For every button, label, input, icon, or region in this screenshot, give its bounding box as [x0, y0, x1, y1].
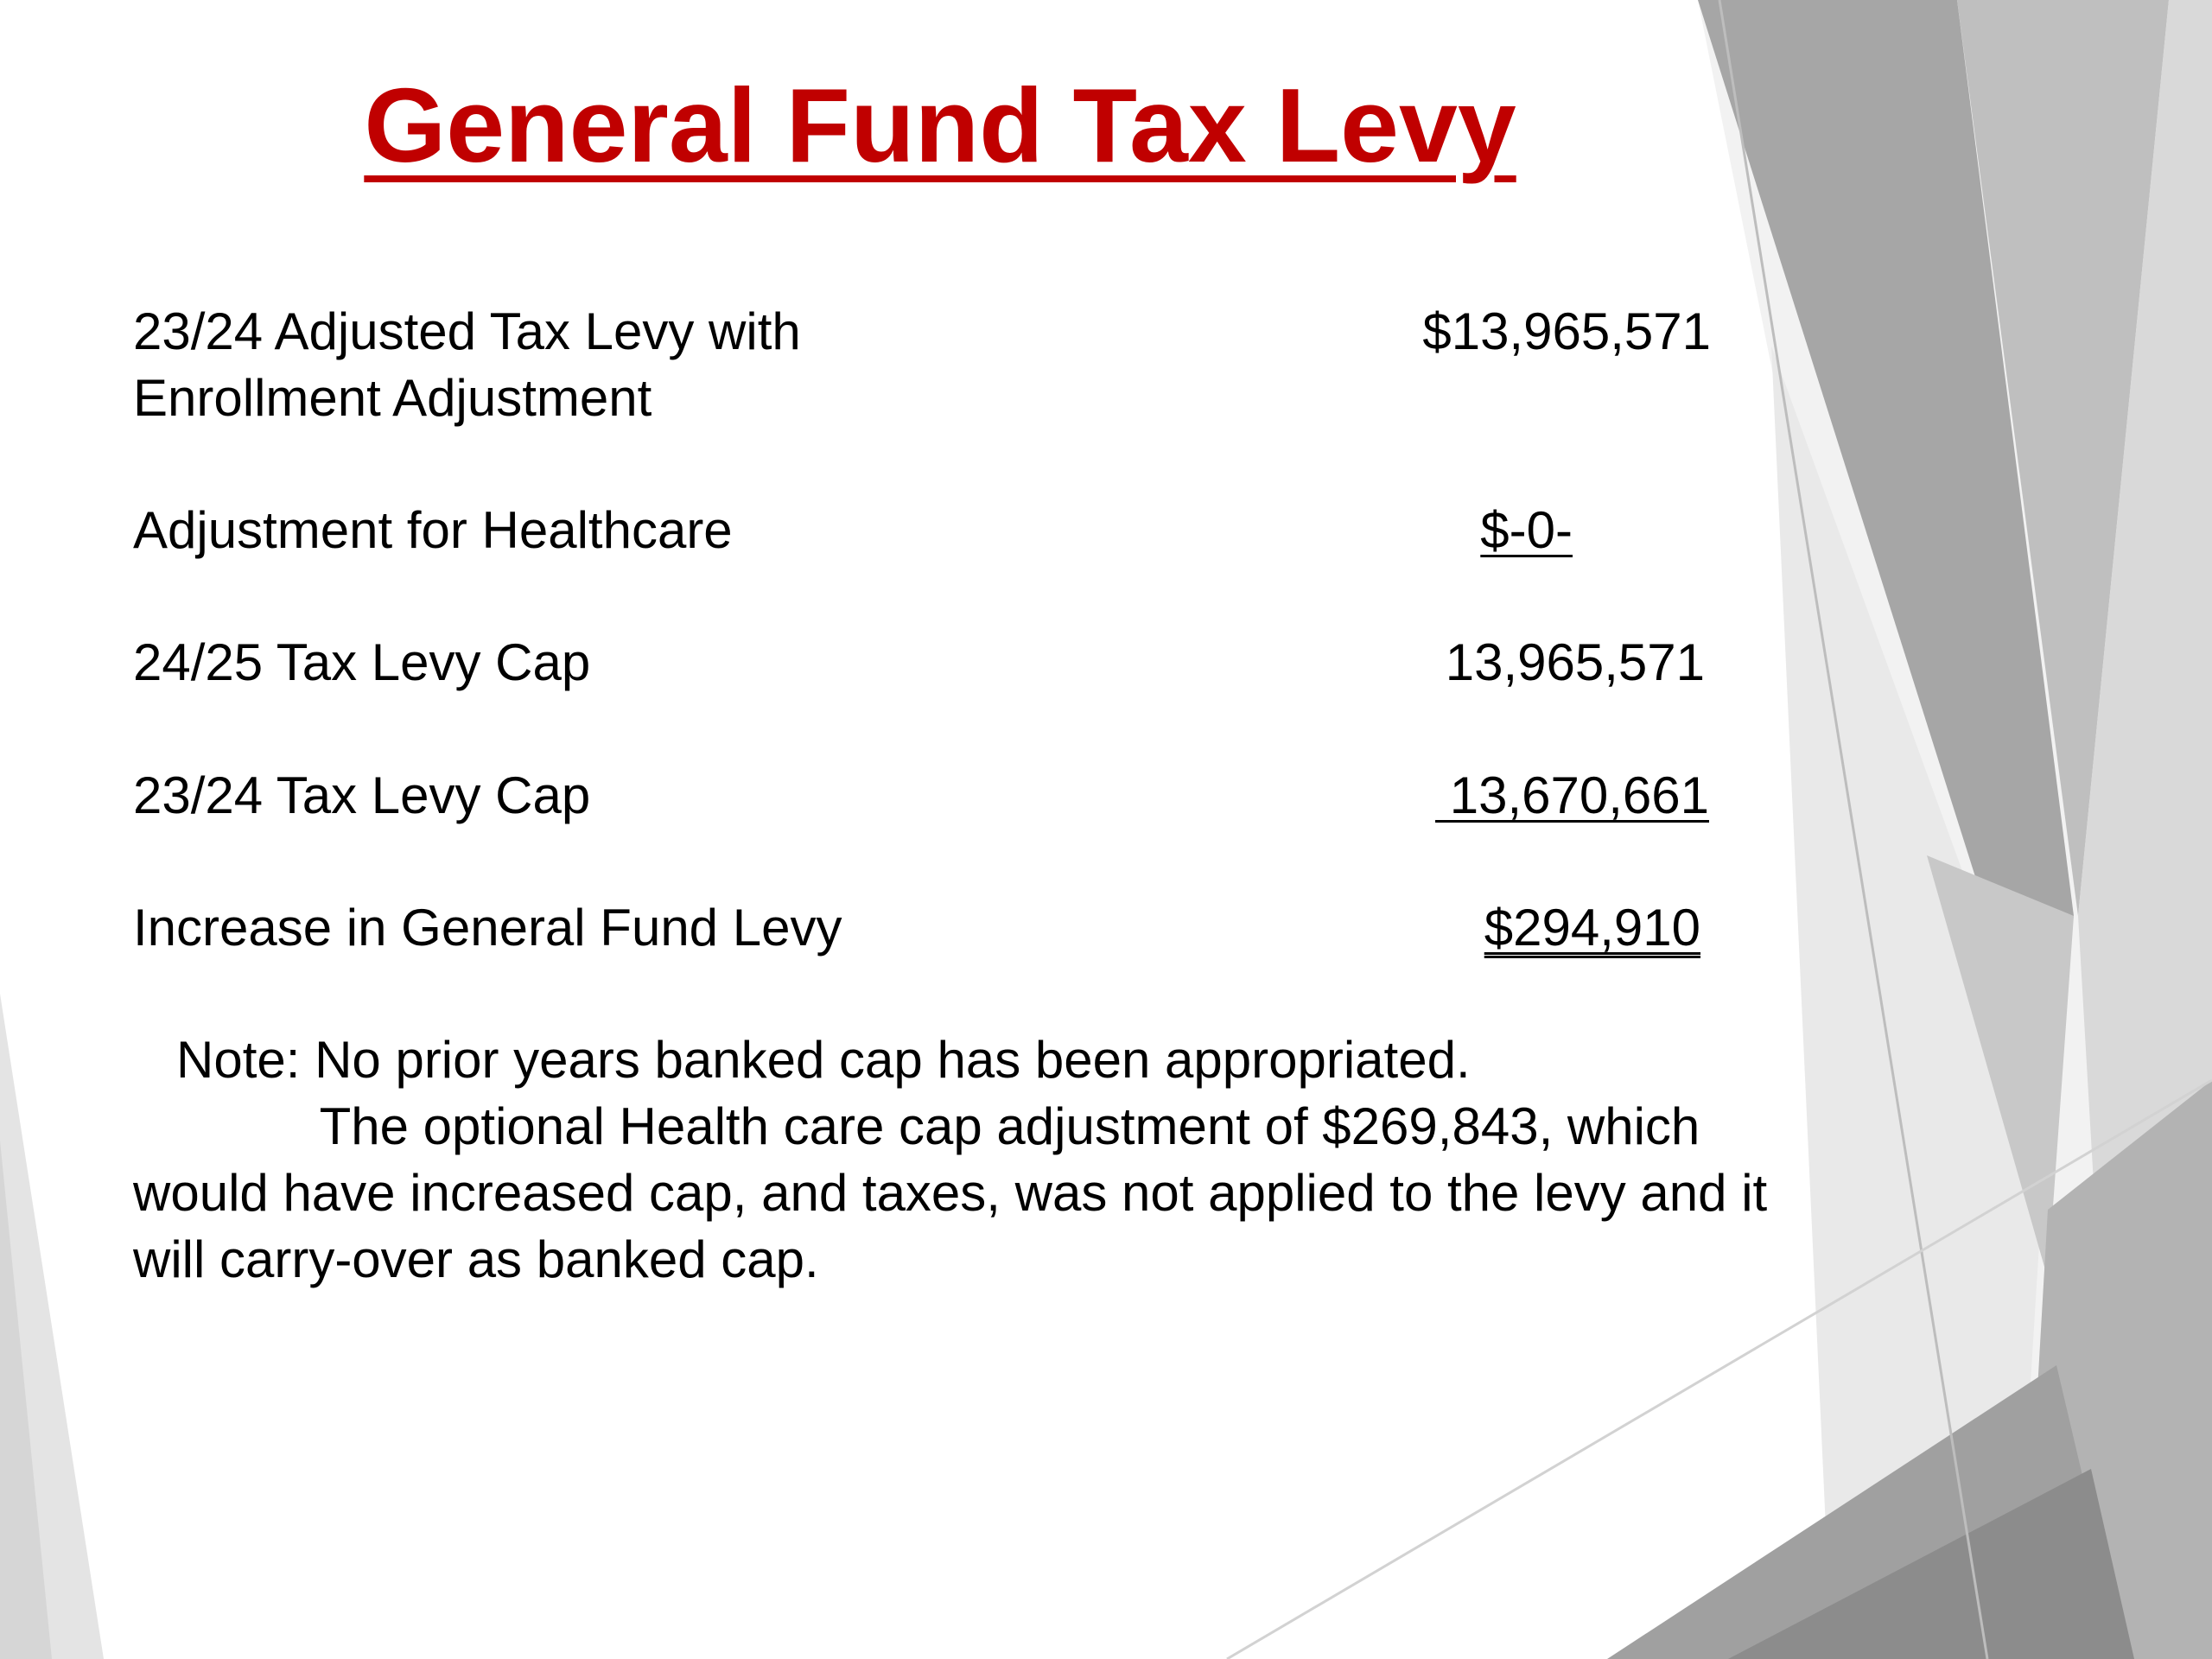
row-value-levy-increase: $294,910 — [1484, 899, 1700, 957]
row-label-adjusted-levy: 23/24 Adjusted Tax Levy with Enrollment Adjustment — [133, 302, 801, 427]
note-line: Note: No prior years banked cap has been appropriated. — [133, 1031, 1471, 1089]
row-label-2425-levy-cap: 24/25 Tax Levy Cap — [133, 633, 591, 691]
row-value-2324-levy-cap: 13,670,661 — [1435, 766, 1709, 824]
row-label-healthcare-adjustment: Adjustment for Healthcare — [133, 501, 733, 559]
slide-title: General Fund Tax Levy — [364, 67, 1516, 184]
note-paragraph — [133, 1027, 1930, 1293]
note-line: The optional Health care cap adjustment of $269,843, which — [133, 1097, 1700, 1155]
row-value-adjusted-levy: $13,965,571 — [1422, 302, 1711, 360]
row-label-2324-levy-cap: 23/24 Tax Levy Cap — [133, 766, 591, 824]
row-value-2425-levy-cap: 13,965,571 — [1445, 633, 1705, 691]
note-line: would have increased cap, and taxes, was not applied to the levy and it — [133, 1164, 1768, 1222]
row-label-levy-increase: Increase in General Fund Levy — [133, 899, 842, 957]
note-line: will carry-over as banked cap. — [133, 1230, 819, 1288]
row-value-healthcare-adjustment: $-0- — [1480, 501, 1573, 559]
